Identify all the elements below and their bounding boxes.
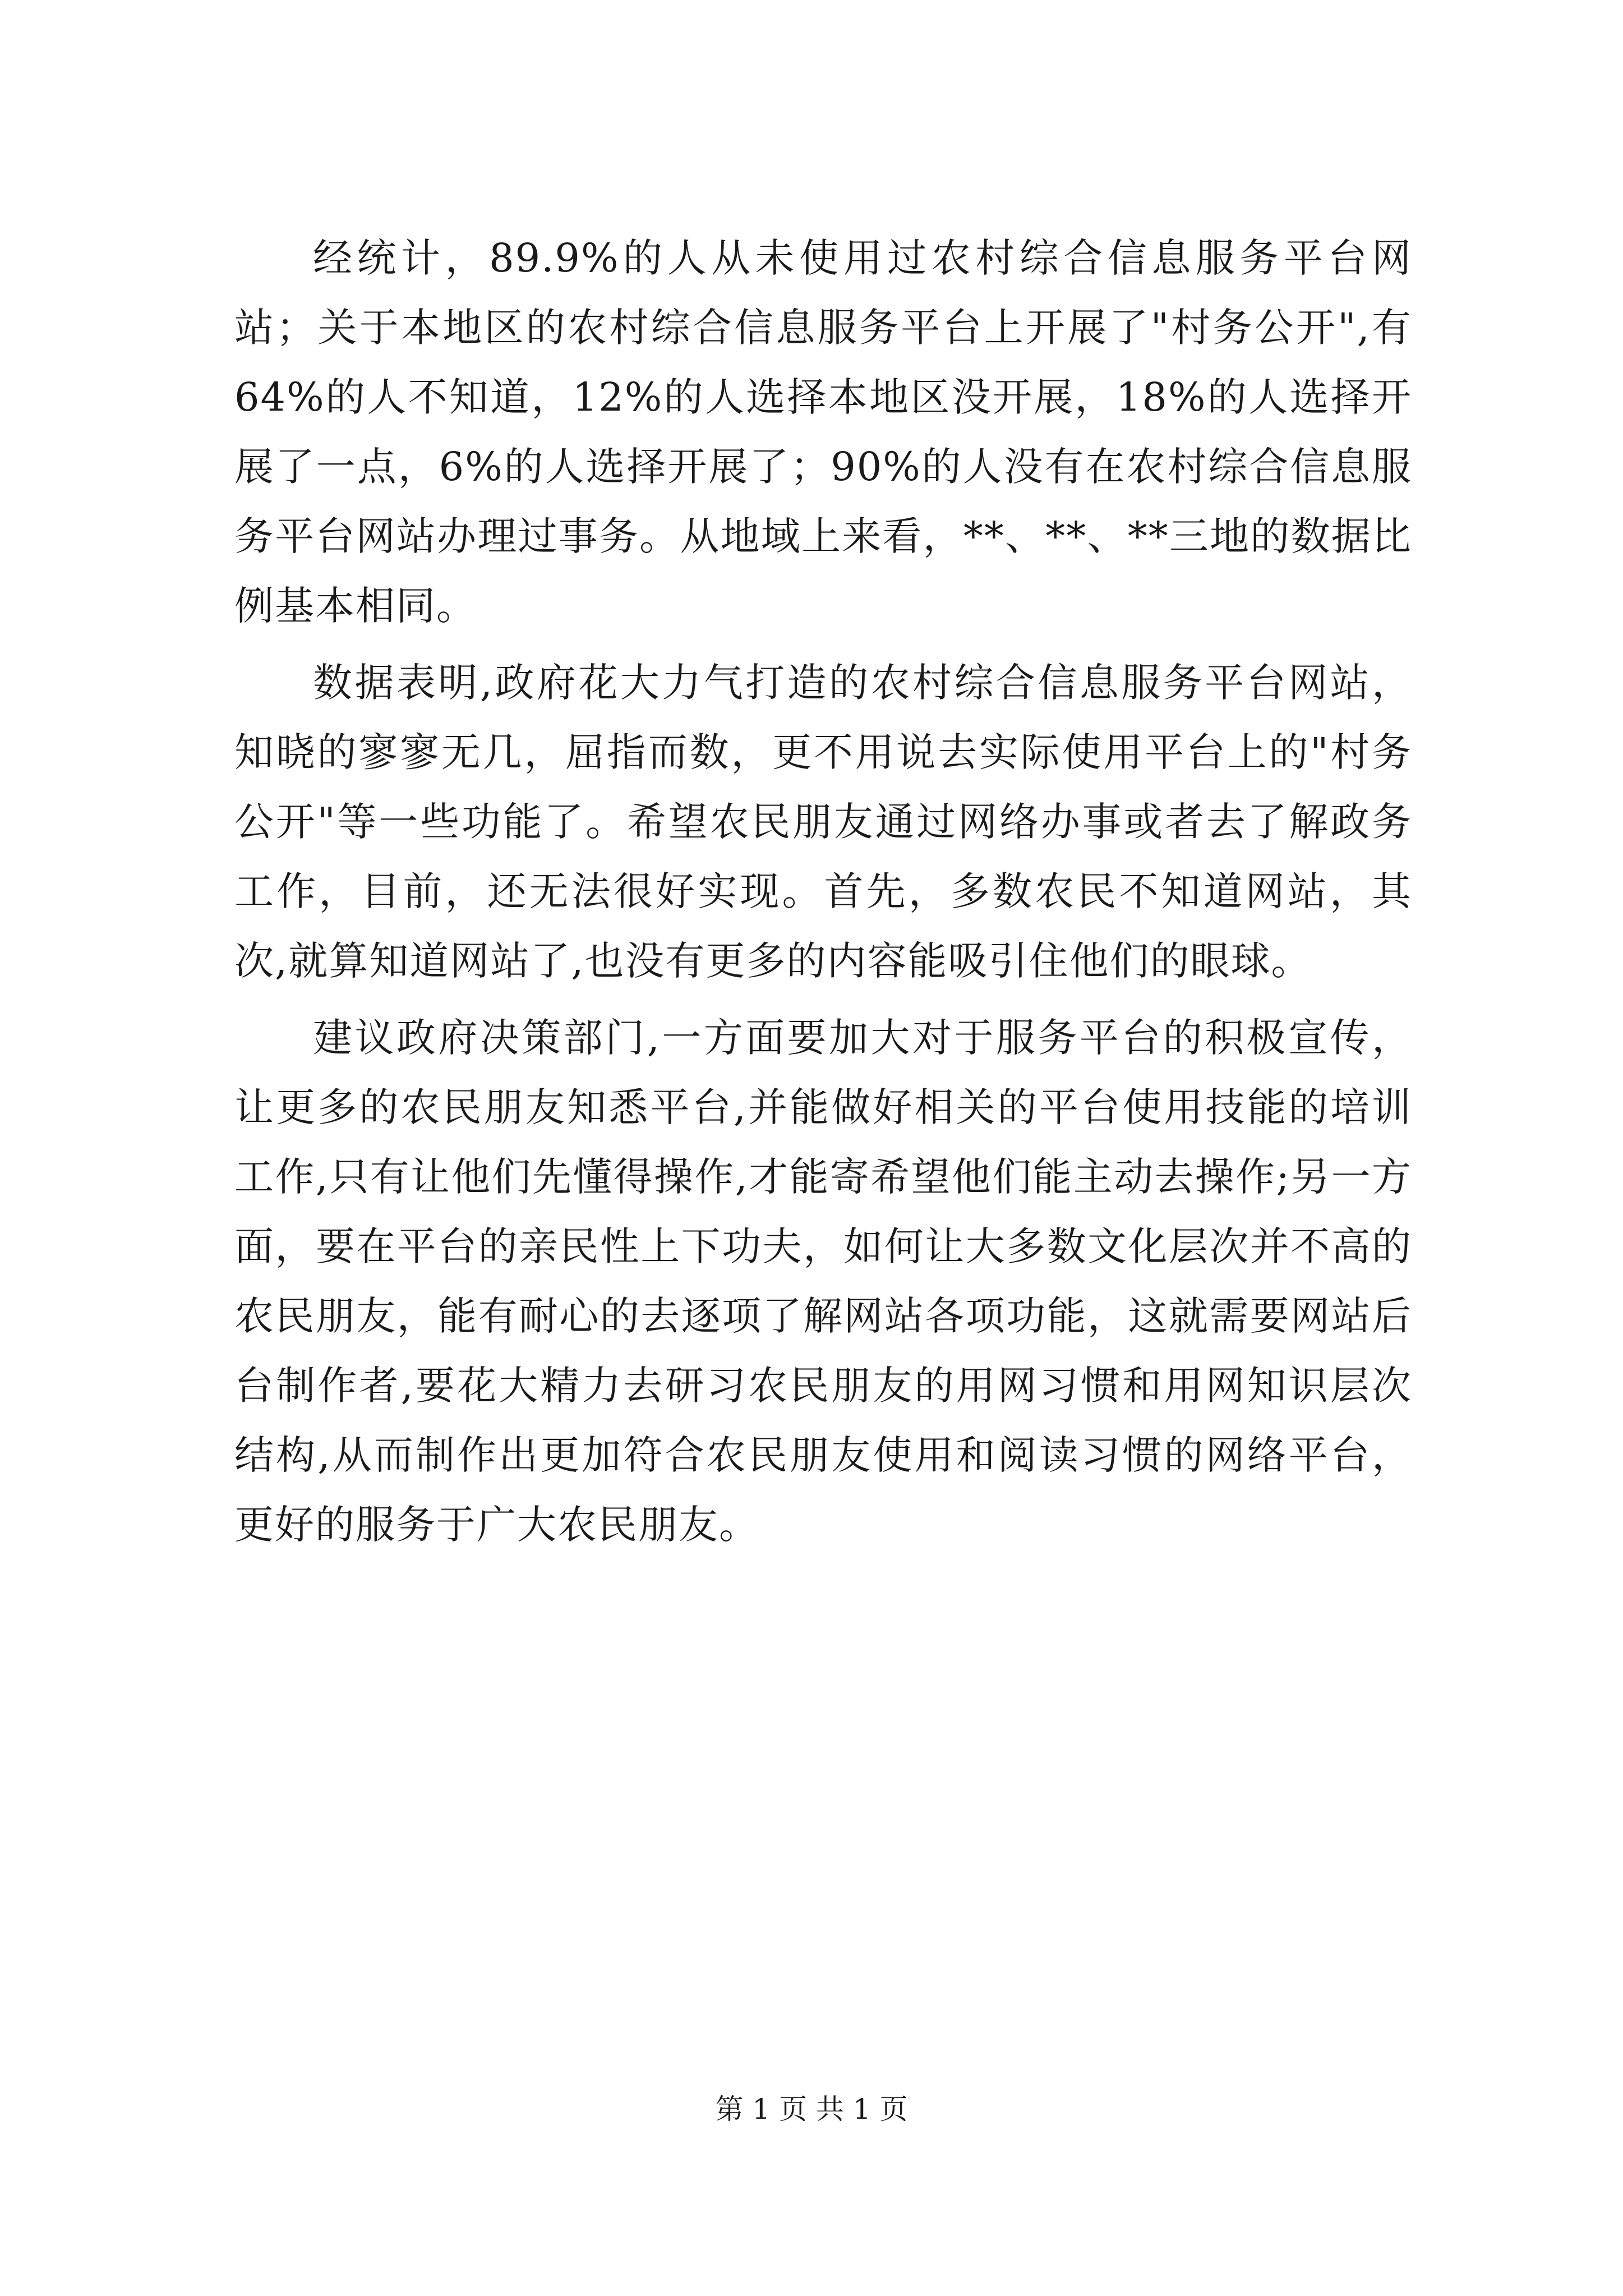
paragraph-statistics: 经统计，89.9%的人从未使用过农村综合信息服务平台网站；关于本地区的农村综合信息服务平台上开展了"村务公开",有64%的人不知道，12%的人选择本地区没开展，18%的人选择开展了一点，6%的人选择开展了；90%的人没有在农村综合信息服务平台网站办理过事务。从地域上来看，**、**、**三地的数据比例基本相同。 (234, 235, 1412, 629)
paragraph-analysis: 数据表明,政府花大力气打造的农村综合信息服务平台网站，知晓的寥寥无几，屈指而数，更不用说去实际使用平台上的"村务公开"等一些功能了。希望农民朋友通过网络办事或者去了解政务工作，目前，还无法很好实现。首先，多数农民不知道网站，其次,就算知道网站了,也没有更多的内容能吸引住他们的眼球。 (234, 660, 1412, 984)
paragraph-recommendation: 建议政府决策部门,一方面要加大对于服务平台的积极宣传，让更多的农民朋友知悉平台,并能做好相关的平台使用技能的培训工作,只有让他们先懂得操作,才能寄希望他们能主动去操作;另一方面，要在平台的亲民性上下功夫，如何让大多数文化层次并不高的农民朋友，能有耐心的去逐项了解网站各项功能，这就需要网站后台制作者,要花大精力去研习农民朋友的用网习惯和用网知识层次结构,从而制作出更加符合农民朋友使用和阅读习惯的网络平台，更好的服务于广大农民朋友。 (234, 1015, 1412, 1548)
document-body (234, 223, 1412, 1567)
page-footer: 第 1 页 共 1 页 (715, 2093, 908, 2125)
